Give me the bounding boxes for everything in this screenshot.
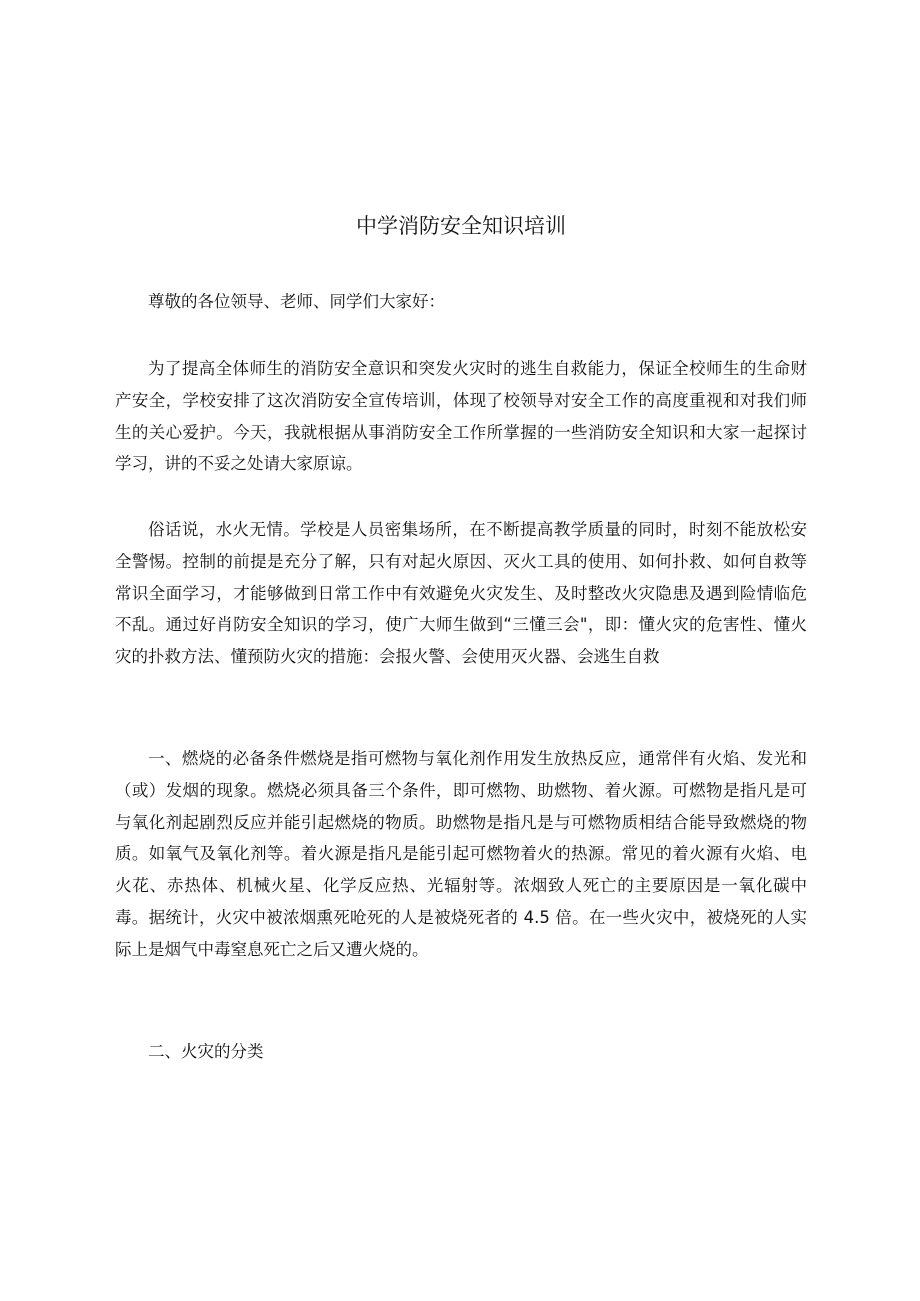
greeting-paragraph: 尊敬的各位领导、老师、同学们大家好：	[148, 292, 445, 311]
section-heading-fire-classification: 二、火灾的分类	[148, 1042, 264, 1061]
document-title: 中学消防安全知识培训	[356, 214, 566, 238]
combustion-conditions-paragraph: 一、燃烧的必备条件燃烧是指可燃物与氧化剂作用发生放热反应，通常伴有火焰、发光和（或）发烟的现象。燃烧必须具备三个条件，即可燃物、助燃物、着火源。可燃物是指凡是可与氧化剂起剧烈反应并能引起燃烧的物质。助燃物是指凡是与可燃物质相结合能导致燃烧的物质。如氧气及氧化剂等。着火源是指凡是能引起可燃物着火的热源。常见的着火源有火焰、电火花、赤热体、机械火星、化学反应热、光辐射等。浓烟致人死亡的主要原因是一氧化碳中毒。据统计，火灾中被浓烟熏死呛死的人是被烧死者的 4.5 倍。在一些火灾中，被烧死的人实际上是烟气中毒窒息死亡之后又遭火烧的。	[115, 749, 807, 959]
proverb-paragraph: 俗话说，水火无情。学校是人员密集场所，在不断提高教学质量的同时，时刻不能放松安全警惕。控制的前提是充分了解，只有对起火原因、灭火工具的使用、如何扑救、如何自救等常识全面学习，才能够做到日常工作中有效避免火灾发生、及时整改火灾隐患及遇到险情临危不乱。通过好肖防安全知识的学习，使广大师生做到“三懂三会"，即：懂火灾的危害性、懂火灾的扑救方法、懂预防火灾的措施：会报火警、会使用灭火器、会逃生自救	[115, 520, 807, 667]
intro-paragraph: 为了提高全体师生的消防安全意识和突发火灾时的逃生自救能力，保证全校师生的生命财产安全，学校安排了这次消防安全宣传培训，体现了校领导对安全工作的高度重视和对我们师生的关心爱护。今天，我就根据从事消防安全工作所掌握的一些消防安全知识和大家一起探讨学习，讲的不妥之处请大家原谅。	[115, 359, 807, 474]
